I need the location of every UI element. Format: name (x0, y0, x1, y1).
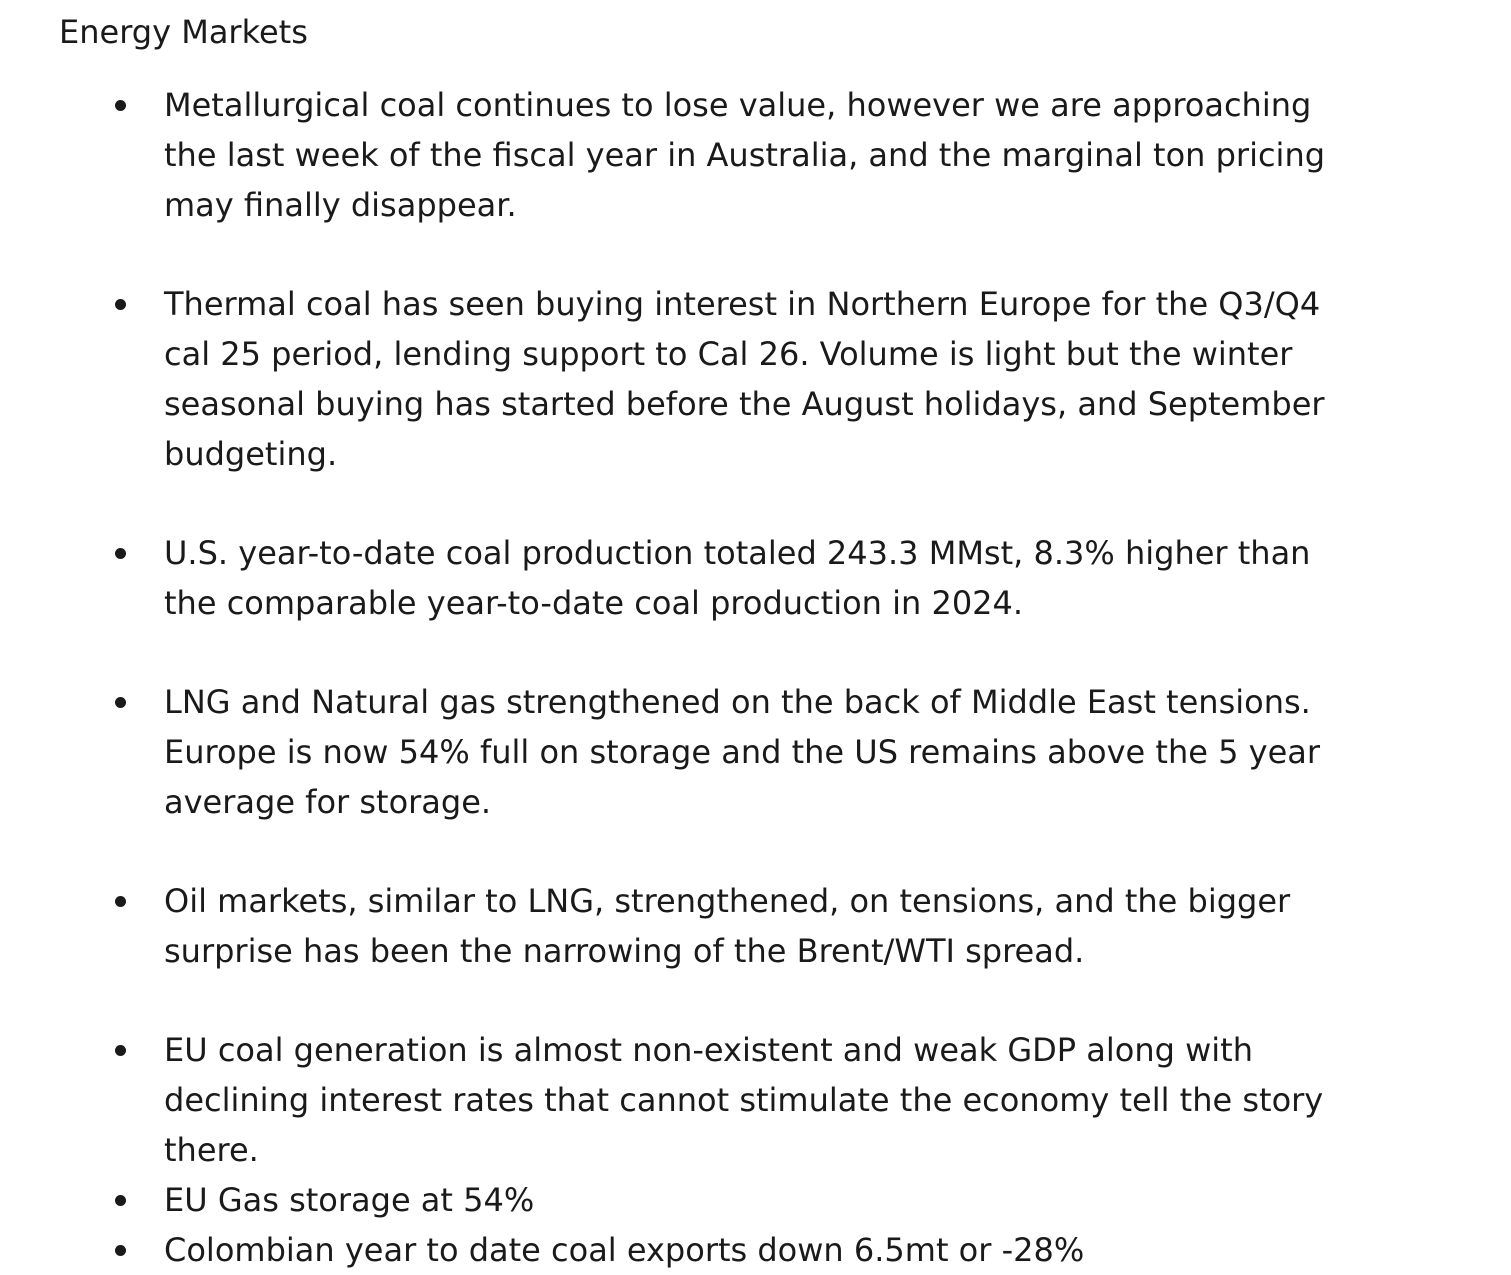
bullet-text: Colombian year to date coal exports down 6.5mt or -28% (164, 1231, 1085, 1269)
bullet-text: Oil markets, similar to LNG, strengthened, on tensions, and the bigger surprise has been the narrowing of the Brent/WTI spread. (164, 882, 1291, 970)
bullet-icon (111, 876, 129, 926)
bullet-text: LNG and Natural gas strengthened on the back of Middle East tensions. Europe is now 54% full on storage and the US remains above the 5 year average for storage. (164, 683, 1321, 821)
section-heading: Energy Markets (59, 13, 308, 51)
bullet-icon (111, 1225, 129, 1275)
bullet-text: Metallurgical coal continues to lose value, however we are approaching the last week of the fiscal year in Australia, and the marginal ton pricing may finally disappear. (164, 86, 1326, 224)
bullet-text: U.S. year-to-date coal production totaled 243.3 MMst, 8.3% higher than the comparable year-to-date coal production in 2024. (164, 534, 1311, 622)
bullet-icon (111, 528, 129, 578)
bullet-text: EU coal generation is almost non-existent and weak GDP along with declining interest rates that cannot stimulate the economy tell the story there. (164, 1031, 1324, 1169)
bullet-icon (111, 1175, 129, 1225)
bullet-icon (111, 677, 129, 727)
bullet-icon (111, 80, 129, 130)
bullet-text: Thermal coal has seen buying interest in Northern Europe for the Q3/Q4 cal 25 period, lending support to Cal 26. Volume is light but the winter seasonal buying has started before the August holidays, and September budgeting. (164, 285, 1325, 473)
bullet-icon (111, 1025, 129, 1075)
bullet-text: EU Gas storage at 54% (164, 1181, 535, 1219)
bullet-icon (111, 279, 129, 329)
